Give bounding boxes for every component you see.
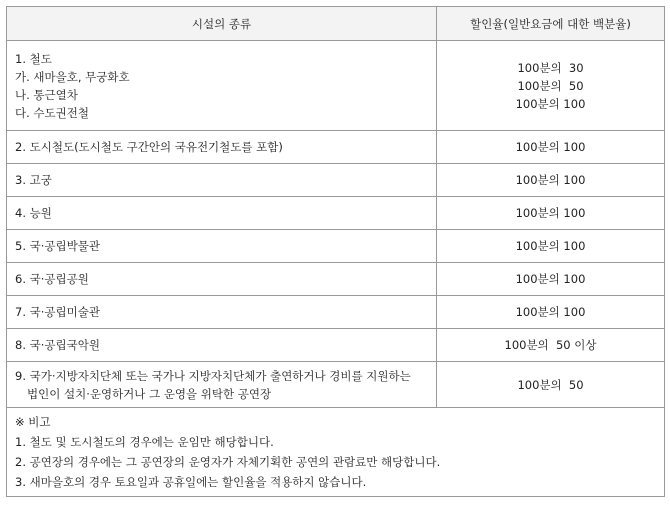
facility-sub-label: 가. 새마을호, 무궁화호 [15, 69, 130, 84]
rate-value: 100분의 50 [517, 78, 584, 93]
facility-sub-label: 다. 수도권전철 [15, 105, 89, 120]
facility-label: 1. 철도 [15, 51, 52, 66]
table-row [7, 41, 665, 131]
header-discount-rate: 할인율(일반요금에 대한 백분율) [437, 7, 665, 41]
facility-cell [7, 362, 437, 408]
facility-cell: 7. 국·공립미술관 [7, 296, 437, 329]
rate-cell: 100분의 100 [437, 131, 665, 164]
notes-cell [7, 408, 665, 497]
note-item: 1. 철도 및 도시철도의 경우에는 운임만 해당합니다. [15, 435, 274, 449]
rate-cell: 100분의 100 [437, 164, 665, 197]
facility-cell: 3. 고궁 [7, 164, 437, 197]
rate-cell: 100분의 100 [437, 197, 665, 230]
note-item: 3. 새마을호의 경우 토요일과 공휴일에는 할인율을 적용하지 않습니다. [15, 475, 367, 489]
table-header-row [7, 7, 665, 41]
table-row [7, 230, 665, 263]
table-row [7, 131, 665, 164]
rate-cell: 100분의 100 [437, 263, 665, 296]
header-facility-type: 시설의 종류 [7, 7, 437, 41]
facility-cell: 6. 국·공립공원 [7, 263, 437, 296]
table-row [7, 164, 665, 197]
rate-cell: 100분의 50 [437, 362, 665, 408]
facility-sub-label: 나. 통근열차 [15, 87, 78, 102]
notes-row [7, 408, 665, 497]
rate-cell: 100분의 100 [437, 296, 665, 329]
notes-title: ※ 비고 [15, 415, 51, 429]
discount-table-container [6, 6, 664, 497]
facility-label: 9. 국가·지방자치단체 또는 국가나 지방자치단체가 출연하거나 경비를 지원하는 [15, 368, 411, 383]
table-row [7, 329, 665, 362]
facility-cell: 4. 능원 [7, 197, 437, 230]
table-row [7, 362, 665, 408]
table-row [7, 197, 665, 230]
discount-rate-table [6, 6, 665, 497]
facility-cell [7, 41, 437, 131]
rate-value: 100분의 100 [515, 96, 586, 111]
facility-cell: 8. 국·공립국악원 [7, 329, 437, 362]
table-row [7, 263, 665, 296]
facility-cell: 5. 국·공립박물관 [7, 230, 437, 263]
table-row [7, 296, 665, 329]
note-item: 2. 공연장의 경우에는 그 공연장의 운영자가 자체기획한 공연의 관람료만 해당합니다. [15, 455, 441, 469]
facility-cell: 2. 도시철도(도시철도 구간안의 국유전기철도를 포함) [7, 131, 437, 164]
rate-cell [437, 41, 665, 131]
rate-value: 100분의 30 [517, 60, 584, 75]
rate-cell: 100분의 100 [437, 230, 665, 263]
rate-cell: 100분의 50 이상 [437, 329, 665, 362]
facility-label-continued: 법인이 설치·운영하거나 그 운영을 위탁한 공연장 [27, 386, 272, 401]
